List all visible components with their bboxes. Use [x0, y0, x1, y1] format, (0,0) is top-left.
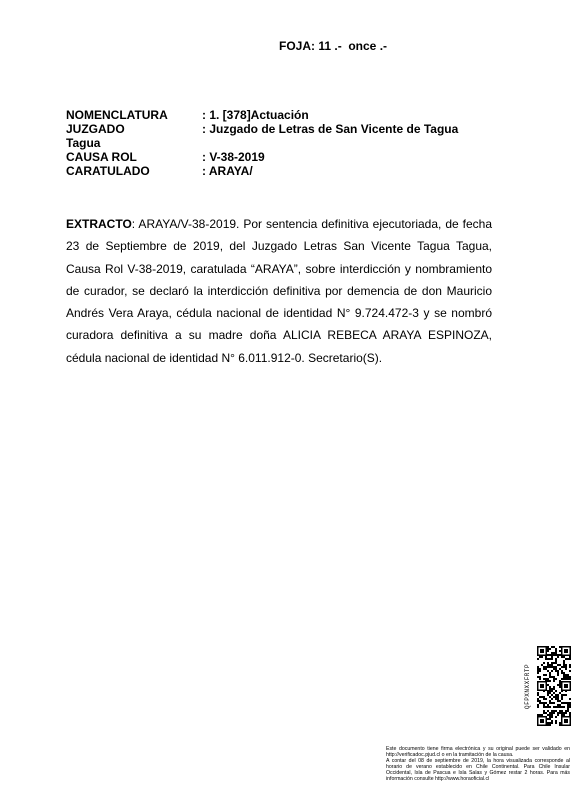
- extract-text: : ARAYA/V-38-2019. Por sentencia definitiva ejecutoriada, de fecha 23 de Septiembre de 2019, del Juzgado Letras San Vicente Tagua Tagua, Causa Rol V-38-2019, caratulada “ARAYA”, sobre interdicción y nombramiento de curador, se declaró la interdicción definitiva por demencia de don Mauricio Andrés Vera Araya, cédula nacional de identidad N° 9.724.472-3 y se nombró curadora definitiva a su madre doña ALICIA REBECA ARAYA ESPINOZA, cédula nacional de identidad N° 6.011.912-0. Secretario(S).: [66, 217, 492, 365]
- header-label: CAUSA ROL: [66, 150, 137, 164]
- case-header: [66, 108, 506, 178]
- header-row-caratulado: [66, 164, 506, 178]
- header-value: : ARAYA/: [202, 164, 253, 178]
- header-value: [202, 136, 506, 150]
- header-label: NOMENCLATURA: [66, 108, 168, 122]
- header-label-wrap: Tagua: [66, 136, 101, 150]
- header-value: : 1. [378]Actuación: [202, 108, 309, 122]
- header-value: : V-38-2019: [202, 150, 265, 164]
- foja-number: FOJA: 11 .- once .-: [279, 39, 388, 53]
- header-row-juzgado-wrap: [66, 136, 506, 150]
- footnote-line-2: A contar del 08 de septiembre de 2019, la hora visualizada corresponde al horario de verano establecido en Chile Continental. Para Chile Insular Occidental, Isla de Pascua e Isla Salas y Gómez restar 2 horas. Para más información consulte http://www.horaoficial.cl: [386, 758, 570, 782]
- header-row-causa-rol: [66, 150, 506, 164]
- verification-code: QFPXNXXFRTP: [524, 663, 531, 709]
- extract-paragraph: [66, 213, 492, 369]
- electronic-signature-note: [386, 746, 570, 782]
- header-label: CARATULADO: [66, 164, 150, 178]
- qr-code-icon: [537, 646, 571, 726]
- header-row-juzgado: [66, 122, 506, 136]
- extract-label: EXTRACTO: [66, 217, 132, 231]
- footnote-line-1: Este documento tiene firma electrónica y su original puede ser validado en http://verificadoc.pjud.cl o en la tramitación de la causa.: [386, 746, 570, 758]
- header-label: JUZGADO: [66, 122, 125, 136]
- header-row-nomenclatura: [66, 108, 506, 122]
- header-value: : Juzgado de Letras de San Vicente de Tagua: [202, 122, 459, 136]
